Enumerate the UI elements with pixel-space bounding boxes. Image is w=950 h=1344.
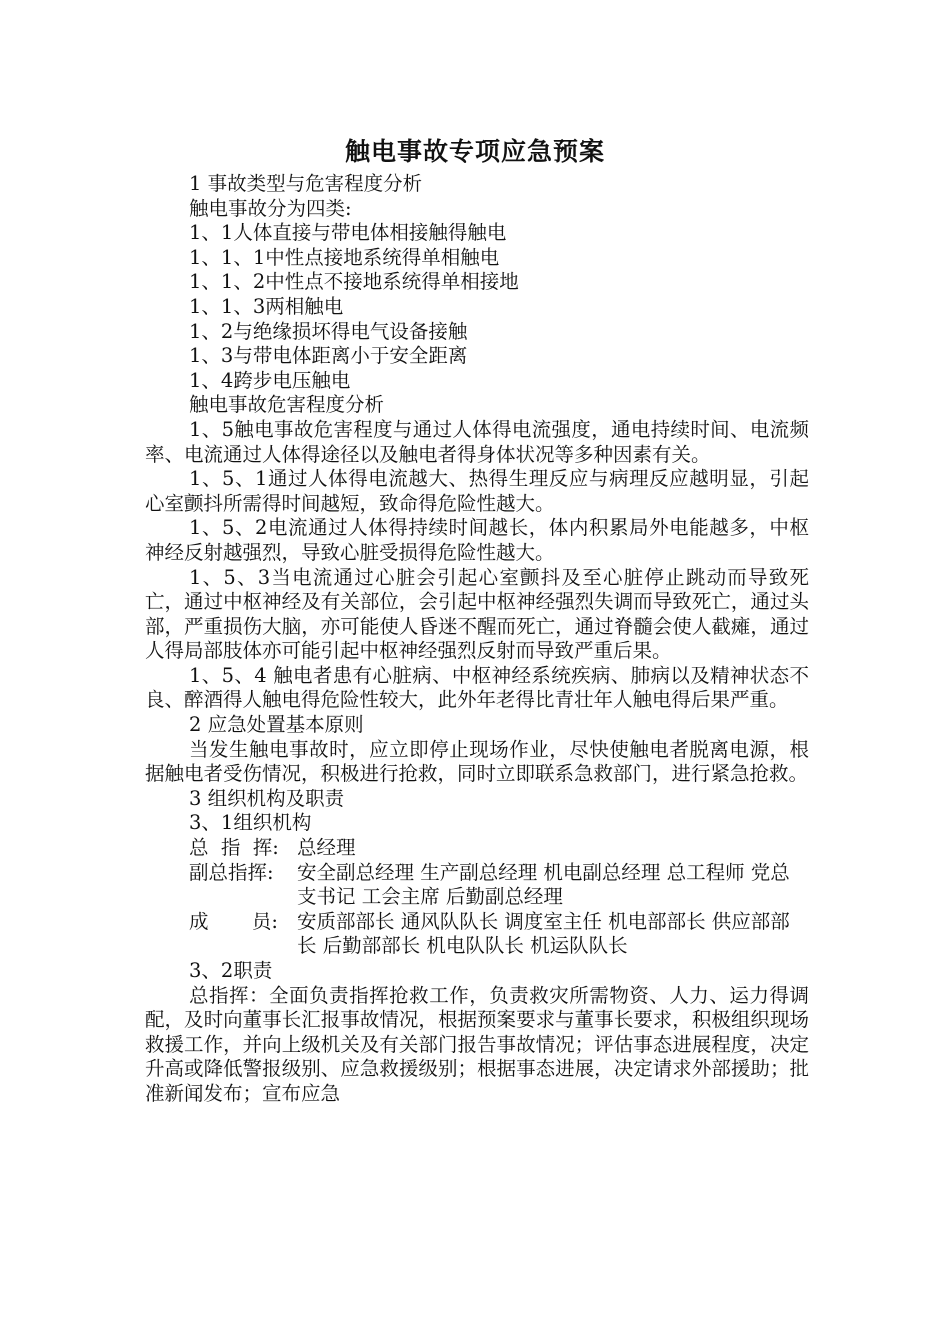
- org-value: 总经理: [297, 836, 356, 860]
- paragraph: [145, 738, 809, 787]
- text-line: 1、1人体直接与带电体相接触得触电: [189, 221, 507, 245]
- text-line: 1、3与带电体距离小于安全距离: [189, 344, 468, 368]
- text-line: 1、1、1中性点接地系统得单相触电: [189, 245, 500, 269]
- section-heading-2: 2 应急处置基本原则: [189, 713, 364, 737]
- org-label: 总 指 挥:: [189, 836, 279, 860]
- subsection-heading-3-2: 3、2职责: [189, 959, 273, 982]
- paragraph-text: 当发生触电事故时，应立即停止现场作业，尽快使触电者脱离电源，根据触电者受伤情况，积极进行抢救，同时立即联系急救部门，进行紧急抢救。: [145, 737, 809, 786]
- org-row-members: [145, 910, 809, 959]
- paragraph-text: 1、5、4 触电者患有心脏病、中枢神经系统疾病、肺病以及精神状态不良、醉酒得人触电得危险性较大，此外年老得比青壮年人触电得后果严重。: [145, 663, 809, 712]
- subsection-heading-3-1: 3、1组织机构: [189, 811, 312, 835]
- paragraph-text: 1、5、2电流通过人体得持续时间越长，体内积累局外电能越多，中枢神经反射越强烈，导致心脏受损得危险性越大。: [145, 516, 809, 564]
- paragraph: [145, 516, 809, 565]
- org-row-commander: [145, 836, 809, 861]
- org-value: 安质部部长 通风队队长 调度室主任 机电部部长 供应部部长 后勤部部长 机电队队长 机运队队长: [297, 909, 790, 958]
- text-line: 触电事故危害程度分析: [189, 393, 385, 417]
- paragraph: [145, 984, 809, 1107]
- text-line: 1、2与绝缘损坏得电气设备接触: [189, 319, 468, 343]
- document-title: 触电事故专项应急预案: [344, 137, 605, 166]
- paragraph: [145, 467, 809, 516]
- document-body: [145, 172, 809, 1107]
- org-row-deputy: [145, 861, 809, 910]
- paragraph-text: 1、5触电事故危害程度与通过人体得电流强度，通电持续时间、电流频率、电流通过人体得途径以及触电者得身体状况等多种因素有关。: [145, 417, 809, 466]
- section-heading-3: 3 组织机构及职责: [189, 786, 345, 810]
- text-line: 1、4跨步电压触电: [189, 368, 351, 392]
- org-label: 成 员:: [189, 909, 278, 933]
- paragraph: [145, 664, 809, 713]
- paragraph-text: 1、5、1通过人体得电流越大、热得生理反应与病理反应越明显，引起心室颤抖所需得时间越短，致命得危险性越大。: [145, 467, 809, 515]
- text-line: 1、1、3两相触电: [189, 294, 344, 318]
- paragraph-text: 1、5、3当电流通过心脏会引起心室颤抖及至心脏停止跳动而导致死亡，通过中枢神经及有关部位，会引起中枢神经强烈失调而导致死亡，通过头部，严重损伤大脑，亦可能使人昏迷不醒而死亡，通过脊髓会使人截瘫，通过人得局部肢体亦可能引起中枢神经强烈反射而导致严重后果。: [145, 565, 809, 663]
- org-label: 副总指挥:: [189, 860, 274, 884]
- paragraph-text: 总指挥：全面负责指挥抢救工作，负责救灾所需物资、人力、运力得调配，及时向董事长汇报事故情况，根据预案要求与董事长要求，积极组织现场救援工作，并向上级机关及有关部门报告事故情况；评估事态进展程度，决定升高或降低警报级别、应急救援级别；根据事态进展，决定请求外部援助；批准新闻发布；宣布应急: [145, 983, 809, 1105]
- org-value: 安全副总经理 生产副总经理 机电副总经理 总工程师 党总支书记 工会主席 后勤副总经理: [297, 860, 790, 909]
- paragraph: [145, 418, 809, 467]
- text-line: 触电事故分为四类:: [189, 196, 352, 220]
- section-heading-1: 1 事故类型与危害程度分析: [189, 172, 423, 195]
- paragraph: [145, 566, 809, 664]
- text-line: 1、1、2中性点不接地系统得单相接地: [189, 270, 519, 294]
